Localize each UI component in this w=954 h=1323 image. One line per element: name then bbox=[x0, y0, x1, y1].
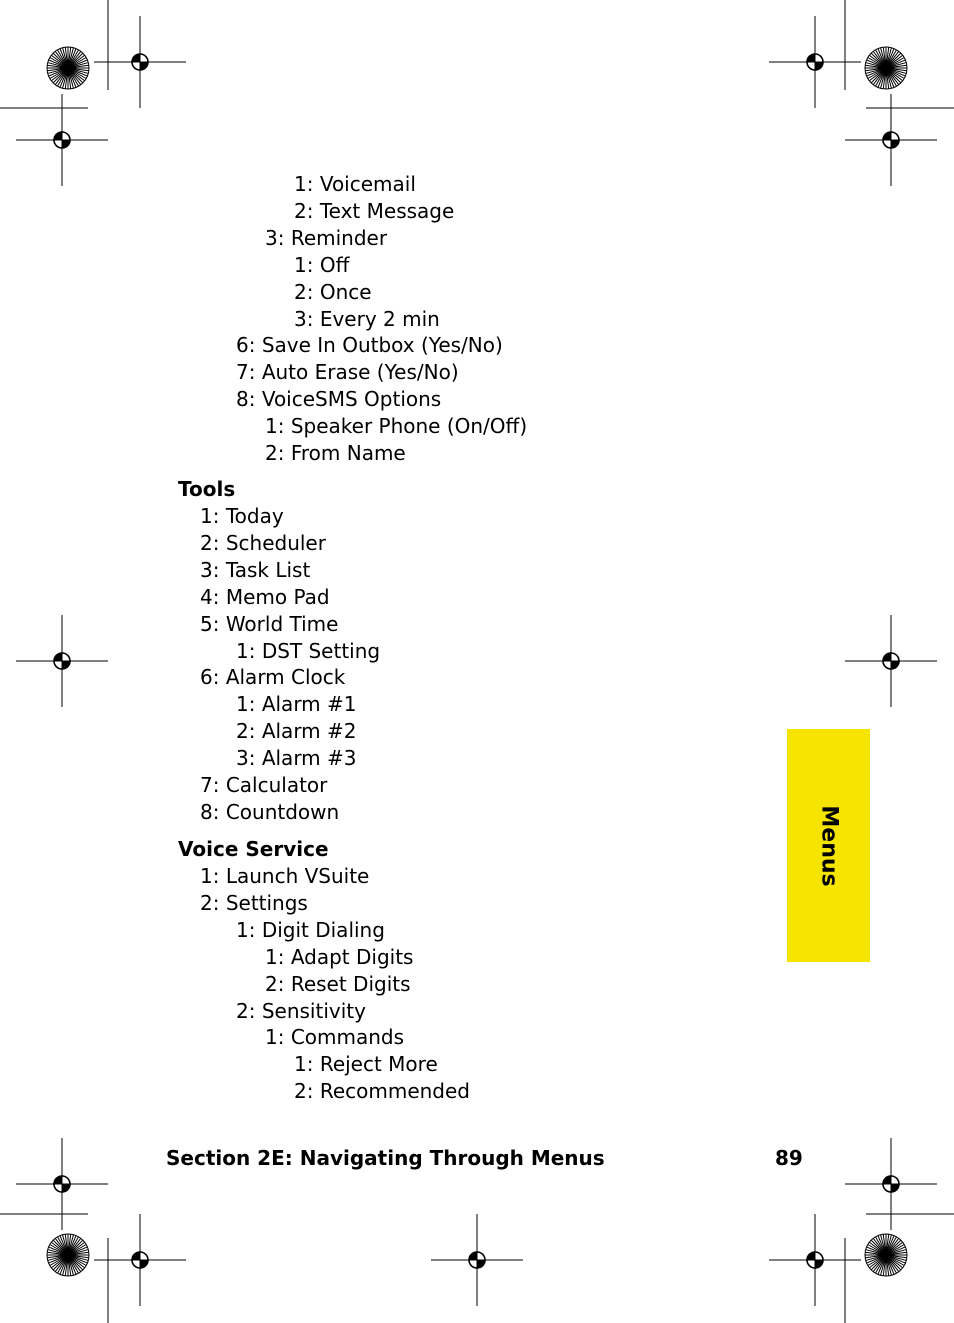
registration-mark-icon bbox=[16, 1138, 108, 1230]
menu-item: 2: Alarm #2 bbox=[236, 719, 357, 744]
section-tab bbox=[787, 729, 870, 962]
menu-item: 2: From Name bbox=[265, 441, 406, 465]
section-tab-label: Menus bbox=[816, 804, 841, 887]
menu-item: 1: Launch VSuite bbox=[200, 864, 370, 888]
menu-item: 1: Commands bbox=[265, 1025, 405, 1050]
menu-item: 1: Today bbox=[200, 504, 284, 528]
menu-item: 7: Auto Erase (Yes/No) bbox=[236, 360, 459, 385]
menu-item: 1: Voicemail bbox=[294, 172, 416, 196]
menu-item: 2: Reset Digits bbox=[265, 971, 411, 996]
starburst-mark-icon bbox=[865, 47, 907, 89]
menu-item: 1: Reject More bbox=[294, 1052, 438, 1077]
menu-item: 3: Every 2 min bbox=[294, 306, 440, 331]
registration-mark-icon bbox=[845, 615, 937, 707]
menu-item: 4: Memo Pad bbox=[200, 584, 330, 609]
registration-mark-icon bbox=[769, 16, 861, 108]
menu-item: 3: Task List bbox=[200, 557, 311, 582]
menu-item: 6: Alarm Clock bbox=[200, 665, 346, 690]
registration-mark-icon bbox=[16, 615, 108, 707]
starburst-mark-icon bbox=[865, 1234, 907, 1276]
starburst-mark-icon bbox=[47, 47, 89, 89]
section-heading: Tools bbox=[178, 477, 236, 501]
menu-item: 1: Off bbox=[294, 252, 350, 277]
page-number: 89 bbox=[775, 1146, 803, 1170]
menu-item: 5: World Time bbox=[200, 611, 339, 636]
menu-item: 7: Calculator bbox=[200, 773, 328, 797]
menu-item: 1: DST Setting bbox=[236, 638, 381, 663]
menu-item: 2: Sensitivity bbox=[236, 998, 366, 1023]
section-heading: Voice Service bbox=[178, 837, 329, 861]
menu-item: 6: Save In Outbox (Yes/No) bbox=[236, 333, 503, 358]
menu-item: 8: Countdown bbox=[200, 799, 340, 824]
registration-mark-icon bbox=[845, 1138, 937, 1230]
registration-mark-icon bbox=[431, 1214, 523, 1306]
menu-item: 2: Once bbox=[294, 279, 372, 304]
menu-item: 8: VoiceSMS Options bbox=[236, 387, 442, 412]
menu-item: 2: Scheduler bbox=[200, 530, 326, 555]
menu-item: 1: Speaker Phone (On/Off) bbox=[265, 414, 528, 439]
menu-item: 1: Digit Dialing bbox=[236, 917, 385, 942]
menu-item: 3: Alarm #3 bbox=[236, 746, 357, 771]
menu-item: 1: Adapt Digits bbox=[265, 944, 414, 969]
menu-item: 2: Text Message bbox=[294, 198, 455, 223]
registration-mark-icon bbox=[769, 1214, 861, 1306]
menu-item: 2: Settings bbox=[200, 890, 308, 915]
footer-section-title: Section 2E: Navigating Through Menus bbox=[166, 1146, 605, 1170]
menu-item: 3: Reminder bbox=[265, 225, 388, 250]
menu-item: 2: Recommended bbox=[294, 1079, 470, 1104]
menu-item: 1: Alarm #1 bbox=[236, 692, 357, 717]
starburst-mark-icon bbox=[47, 1234, 89, 1276]
